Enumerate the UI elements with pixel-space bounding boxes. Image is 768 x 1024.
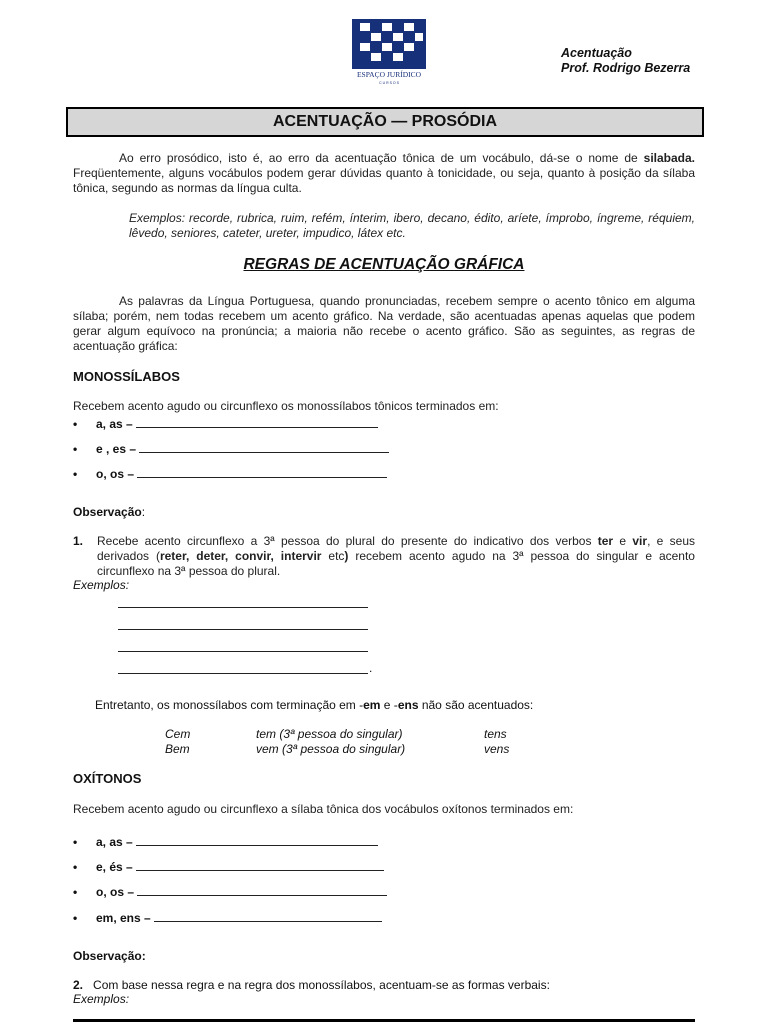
list-item-label: em, ens – — [96, 911, 151, 925]
section-subtitle: REGRAS DE ACENTUAÇÃO GRÁFICA — [243, 256, 525, 273]
list-item-label: o, os – — [96, 467, 135, 481]
table-row — [0, 742, 768, 757]
blank-period: . — [369, 661, 373, 675]
table-cell: vem (3ª pessoa do singular) — [256, 742, 406, 756]
observacao-label-2: Observação: — [73, 949, 146, 963]
table-cell: Cem — [165, 727, 191, 741]
fill-blank — [118, 673, 368, 674]
header-topic: Acentuação — [561, 46, 632, 60]
list-item: • o, os – — [73, 883, 387, 899]
bottom-rule — [73, 1019, 695, 1022]
obs2-line — [73, 978, 550, 992]
list-item: • a, as – — [73, 833, 378, 849]
obs2-number: 2. — [73, 978, 84, 992]
page-title: ACENTUAÇÃO — PROSÓDIA — [66, 107, 704, 137]
examples-label-2: Exemplos: — [73, 992, 130, 1006]
fill-blank — [154, 909, 382, 922]
table-cell: vens — [484, 742, 510, 756]
espaco-juridico-logo — [350, 17, 430, 85]
list-item: • o, os – — [73, 465, 387, 481]
intro-text-a: Ao erro prosódico, isto é, ao erro da acentuação tônica de um vocábulo, dá-se o nome de — [119, 151, 644, 165]
intro-text-b: Freqüentemente, alguns vocábulos podem gerar dúvidas quanto à tonicidade, ou seja, quanto à posição da sílaba tônica, segundo as normas da língua culta. — [73, 166, 695, 195]
fill-blank — [137, 883, 387, 896]
oxitonos-lead: Recebem acento agudo ou circunflexo a sílaba tônica dos vocábulos oxítonos terminados em: — [73, 802, 574, 816]
obs1-text: Recebe acento circunflexo a 3ª pessoa do plural do presente do indicativo dos verbos ter e vir, e seus derivados (reter, deter, convir, intervir etc) recebem acento agudo na 3ª pessoa do singular e acento circunflexo na 3ª pessoa do plural. — [97, 534, 695, 578]
list-item-label: a, as – — [96, 835, 133, 849]
header-info — [561, 46, 690, 76]
logo-subtext: C U R S O S — [379, 81, 399, 85]
logo-text: ESPAÇO JURÍDICO — [356, 70, 422, 79]
fill-blank — [136, 858, 384, 871]
fill-blank — [136, 415, 378, 428]
list-item-label: e, és – — [96, 860, 133, 874]
fill-blank — [118, 629, 368, 630]
list-item: • e , es – — [73, 440, 389, 456]
examples-label: Exemplos: — [73, 578, 130, 592]
table-cell: tens — [484, 727, 507, 741]
intro-bold: silabada. — [643, 151, 695, 165]
heading-oxitonos: OXÍTONOS — [73, 771, 142, 786]
intro-paragraph — [73, 151, 695, 196]
rules-intro-paragraph — [73, 294, 695, 354]
fill-blank — [118, 651, 368, 652]
fill-blank — [137, 465, 387, 478]
list-item-label: a, as – — [96, 417, 133, 431]
fill-blank — [139, 440, 389, 453]
table-cell: tem (3ª pessoa do singular) — [256, 727, 403, 741]
table-row — [0, 727, 768, 742]
fill-blank — [118, 607, 368, 608]
observacao-label: Observação: — [73, 505, 146, 519]
list-item: • e, és – — [73, 858, 384, 874]
heading-monossilabos: MONOSSÍLABOS — [73, 369, 180, 384]
obs1-number: 1. — [73, 534, 84, 548]
rules-intro-text: As palavras da Língua Portuguesa, quando pronunciadas, recebem sempre o acento tônico em alguma sílaba; porém, nem todas recebem um acento gráfico. Na verdade, são acentuadas apenas aquelas que podem gerar algum equívoco na pronúncia; a maioria não recebe o acento gráfico. São as seguintes, as regras de acentuação gráfica: — [73, 294, 695, 353]
list-item-label: o, os – — [96, 885, 135, 899]
entretanto-line: Entretanto, os monossílabos com terminação em -em e -ens não são acentuados: — [95, 698, 534, 712]
list-item: • a, as – — [73, 415, 378, 431]
monossilabos-lead: Recebem acento agudo ou circunflexo os monossílabos tônicos terminados em: — [73, 399, 499, 413]
table-cell: Bem — [165, 742, 190, 756]
intro-examples: Exemplos: recorde, rubrica, ruim, refém, ínterim, ibero, decano, édito, aríete, ímprobo, íngreme, réquiem, lêvedo, seniores, cateter, ureter, impudico, látex etc. — [129, 211, 695, 240]
header-author: Prof. Rodrigo Bezerra — [561, 61, 691, 75]
list-item: • em, ens – — [73, 909, 382, 925]
fill-blank — [136, 833, 378, 846]
list-item-label: e , es – — [96, 442, 137, 456]
obs2-text: Com base nessa regra e na regra dos monossílabos, acentuam-se as formas verbais: — [93, 978, 550, 992]
